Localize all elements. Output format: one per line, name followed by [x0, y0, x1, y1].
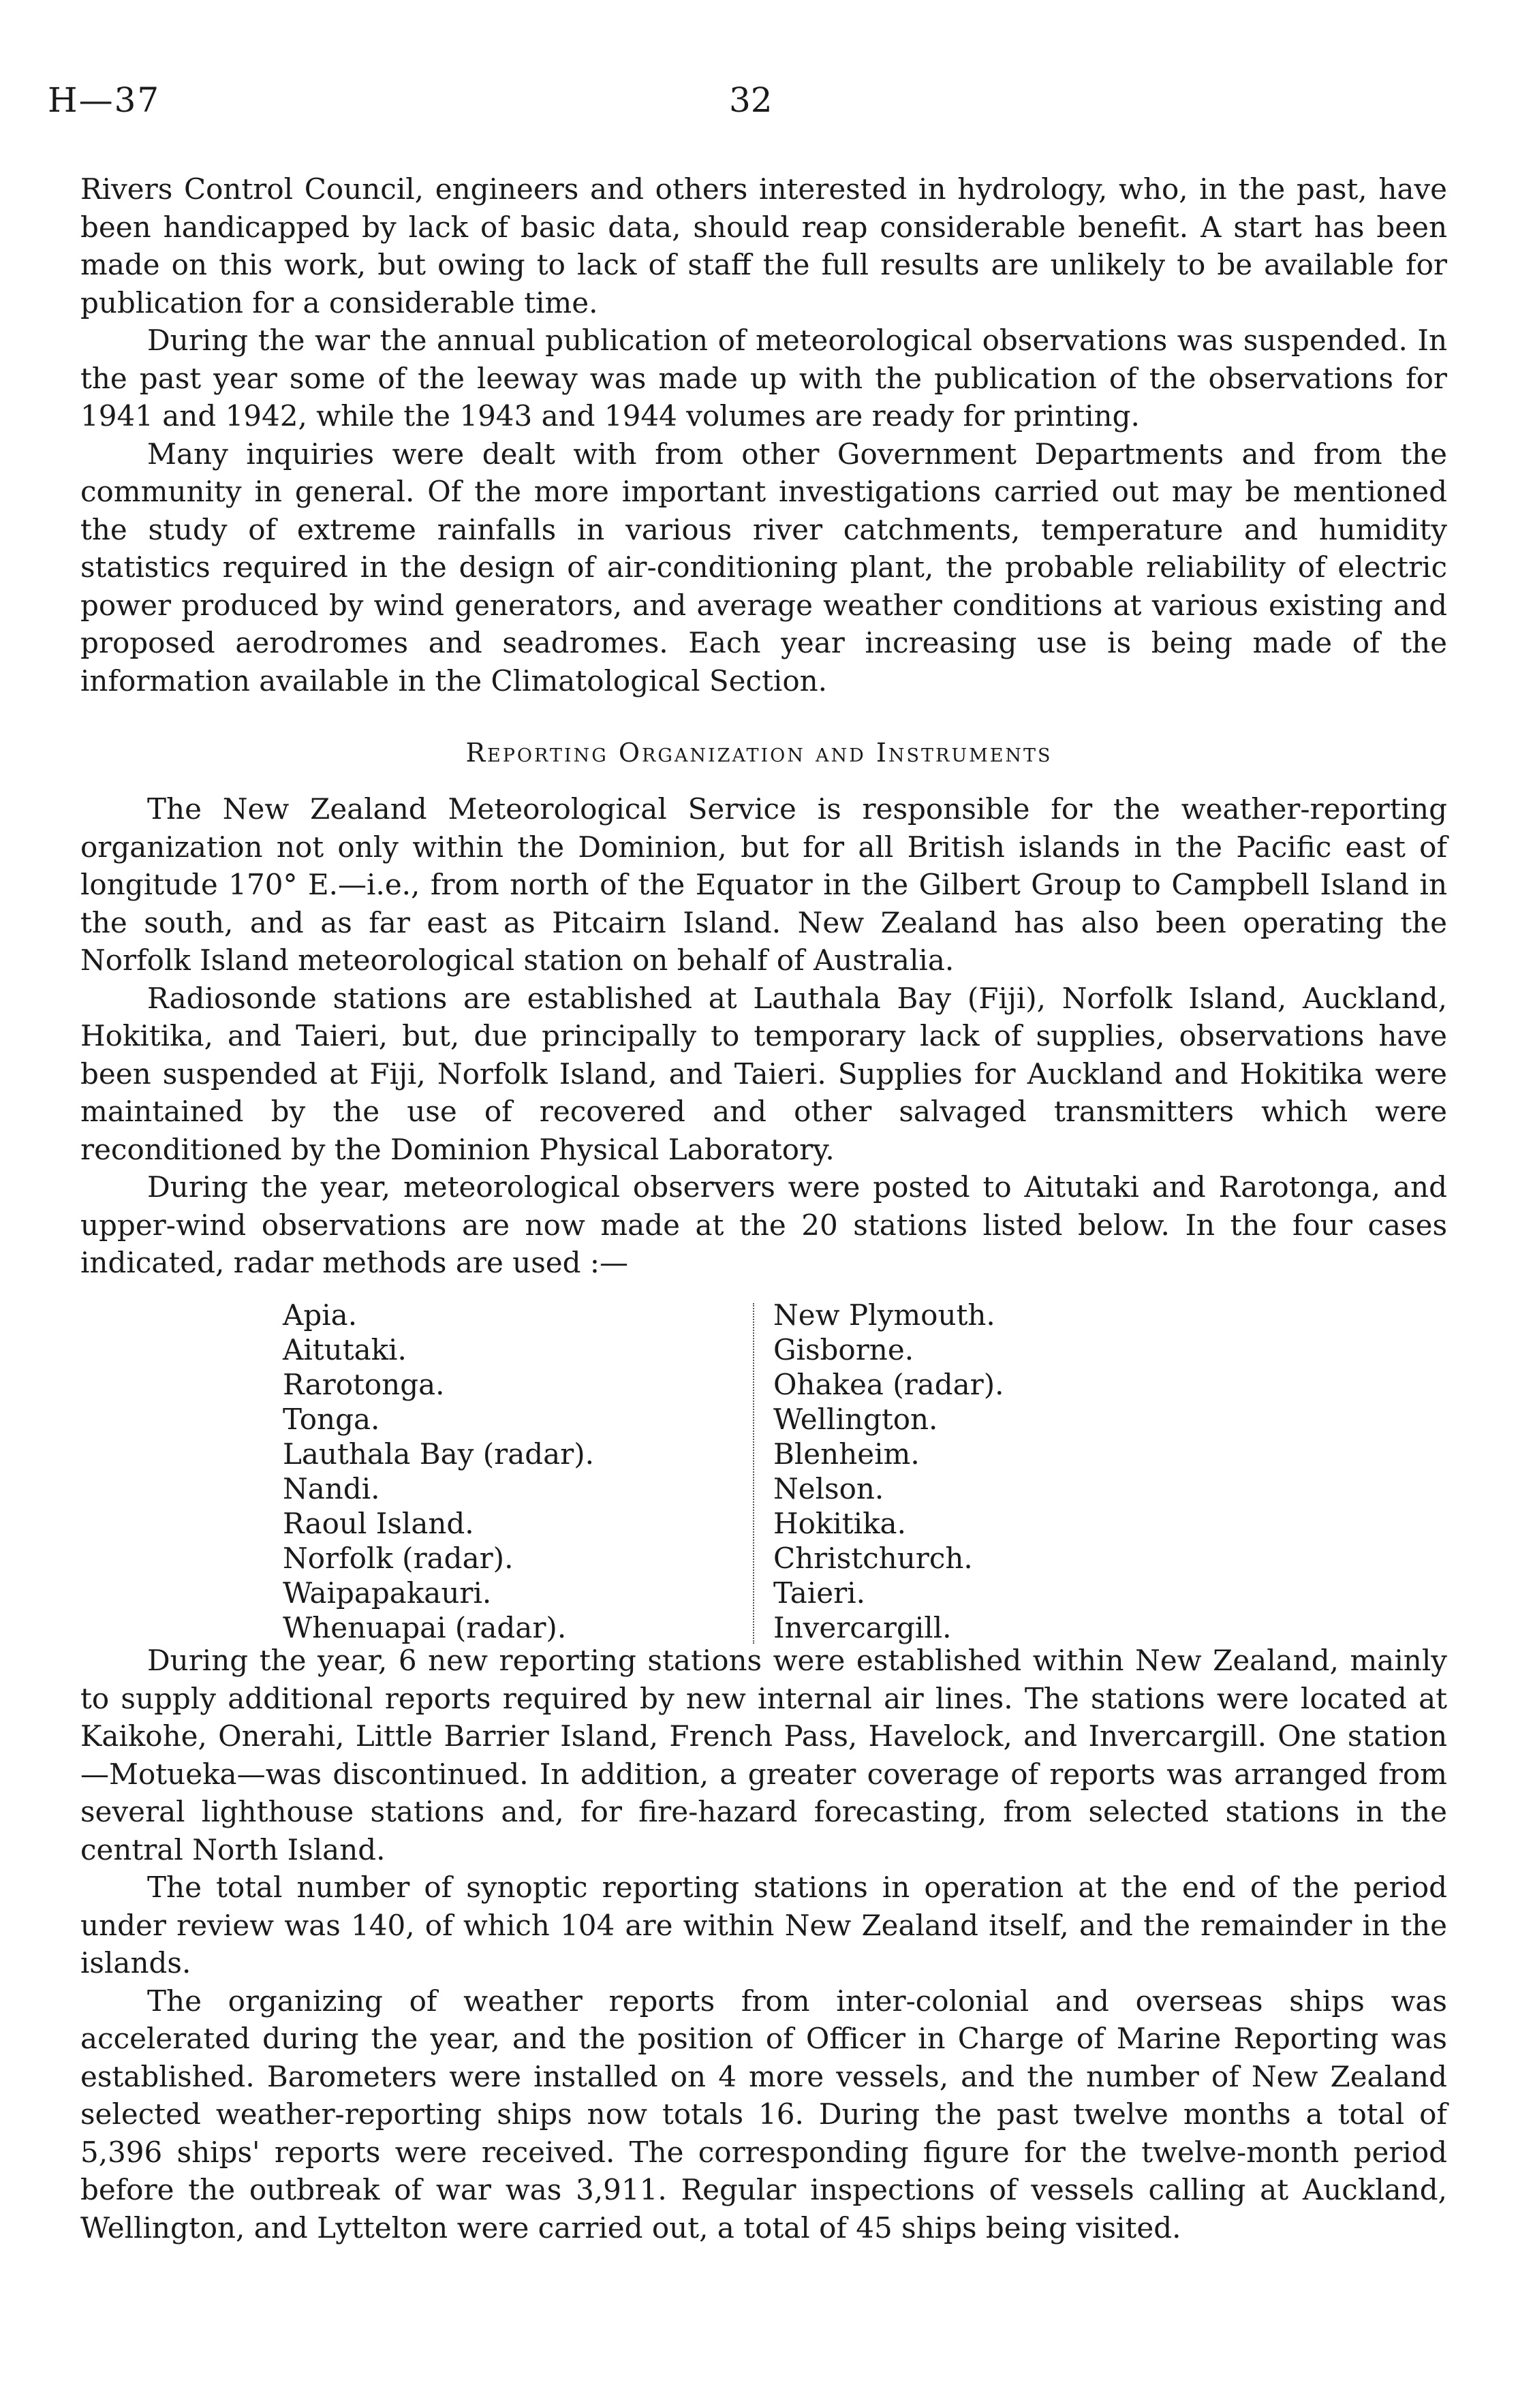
- station-item: Taieri.: [773, 1576, 865, 1610]
- station-item: Lauthala Bay (radar).: [283, 1437, 594, 1471]
- station-item: Norfolk (radar).: [283, 1542, 514, 1575]
- column-divider: [753, 1303, 754, 1644]
- station-item: Raoul Island.: [283, 1507, 474, 1540]
- paragraph: The total number of synoptic reporting stations in operation at the end of the period under review was 140, of which 104 are within New Zealand itself, and the remainder in the islands.: [80, 1871, 1447, 1980]
- station-item: Whenuapai (radar).: [283, 1611, 567, 1644]
- station-item: Tonga.: [283, 1403, 380, 1436]
- text-block-stations: [80, 1642, 1447, 2247]
- station-item: Christchurch.: [773, 1542, 973, 1575]
- paragraph: During the war the annual publication of meteorological observations was suspended. In the past year some of the leeway was made up with the publication of the observations for 1941 and 1942, while the 1943 and 1944 volumes are ready for printing.: [80, 324, 1447, 433]
- station-item: Ohakea (radar).: [773, 1368, 1004, 1401]
- station-item: Gisborne.: [773, 1333, 914, 1366]
- station-item: Invercargill.: [773, 1611, 952, 1644]
- station-item: Nelson.: [773, 1472, 884, 1505]
- station-list-left: [283, 1298, 719, 1645]
- station-item: Hokitika.: [773, 1507, 906, 1540]
- section-heading: Reporting Organization and Instruments: [465, 738, 1053, 768]
- paragraph: The New Zealand Meteorological Service is responsible for the weather-reporting organization not only within the Dominion, but for all British islands in the Pacific east of longitude 170° E.—i.e., from north of the Equator in the Gilbert Group to Campbell Island in the south, and as far east as Pitcairn Island. New Zealand has also been operating the Norfolk Island meteorological station on behalf of Australia.: [80, 792, 1447, 977]
- paragraph: Many inquiries were dealt with from other Government Departments and from the community in general. Of the more important investigations carried out may be mentioned the study of extreme rainfalls in various river catchments, temperature and humidity statistics required in the design of air-conditioning plant, the probable reliability of electric power produced by wind generators, and average weather conditions at various existing and proposed aerodromes and seadromes. Each year increasing use is being made of the information available in the Climatological Section.: [80, 437, 1447, 698]
- document-code: H—37: [48, 80, 161, 120]
- station-item: Waipapakauri.: [283, 1576, 492, 1610]
- station-item: Nandi.: [283, 1472, 380, 1505]
- station-item: Apia.: [283, 1298, 358, 1332]
- page-header: [48, 80, 1470, 135]
- station-item: Wellington.: [773, 1403, 938, 1436]
- station-item: Rarotonga.: [283, 1368, 445, 1401]
- page-number: 32: [729, 80, 773, 120]
- text-block-reporting: [80, 790, 1447, 1282]
- paragraph: Rivers Control Council, engineers and others interested in hydrology, who, in the past, have been handicapped by lack of basic data, should reap considerable benefit. A start has been made on this work, but owing to lack of staff the full results are unlikely to be available for publication for a considerable time.: [80, 172, 1447, 319]
- paragraph: Radiosonde stations are established at Lauthala Bay (Fiji), Norfolk Island, Auckland, Hokitika, and Taieri, but, due principally to temporary lack of supplies, observations have been suspended at Fiji, Norfolk Island, and Taieri. Supplies for Auckland and Hokitika were maintained by the use of recovered and other salvaged transmitters which were reconditioned by the Dominion Physical Laboratory.: [80, 981, 1447, 1166]
- station-item: Aitutaki.: [283, 1333, 407, 1366]
- station-list-right: [773, 1298, 1100, 1645]
- text-block-intro: [80, 170, 1447, 700]
- paragraph: During the year, meteorological observers were posted to Aitutaki and Rarotonga, and upper-wind observations are now made at the 20 stations listed below. In the four cases indicated, radar methods are used :—: [80, 1170, 1447, 1279]
- station-item: New Plymouth.: [773, 1298, 995, 1332]
- paragraph: The organizing of weather reports from inter-colonial and overseas ships was accelerated during the year, and the position of Officer in Charge of Marine Reporting was established. Barometers were installed on 4 more vessels, and the number of New Zealand selected weather-reporting ships now totals 16. During the past twelve months a total of 5,396 ships' reports were received. The corresponding figure for the twelve-month period before the outbreak of war was 3,911. Regular inspections of vessels calling at Auckland, Wellington, and Lyttelton were carried out, a total of 45 ships being visited.: [80, 1984, 1447, 2245]
- paragraph: During the year, 6 new reporting stations were established within New Zealand, mainly to supply additional reports required by new internal air lines. The stations were located at Kaikohe, Onerahi, Little Barrier Island, French Pass, Havelock, and Invercargill. One station—Motueka—was discontinued. In addition, a greater coverage of reports was arranged from several lighthouse stations and, for fire-hazard forecasting, from selected stations in the central North Island.: [80, 1644, 1447, 1866]
- station-item: Blenheim.: [773, 1437, 920, 1471]
